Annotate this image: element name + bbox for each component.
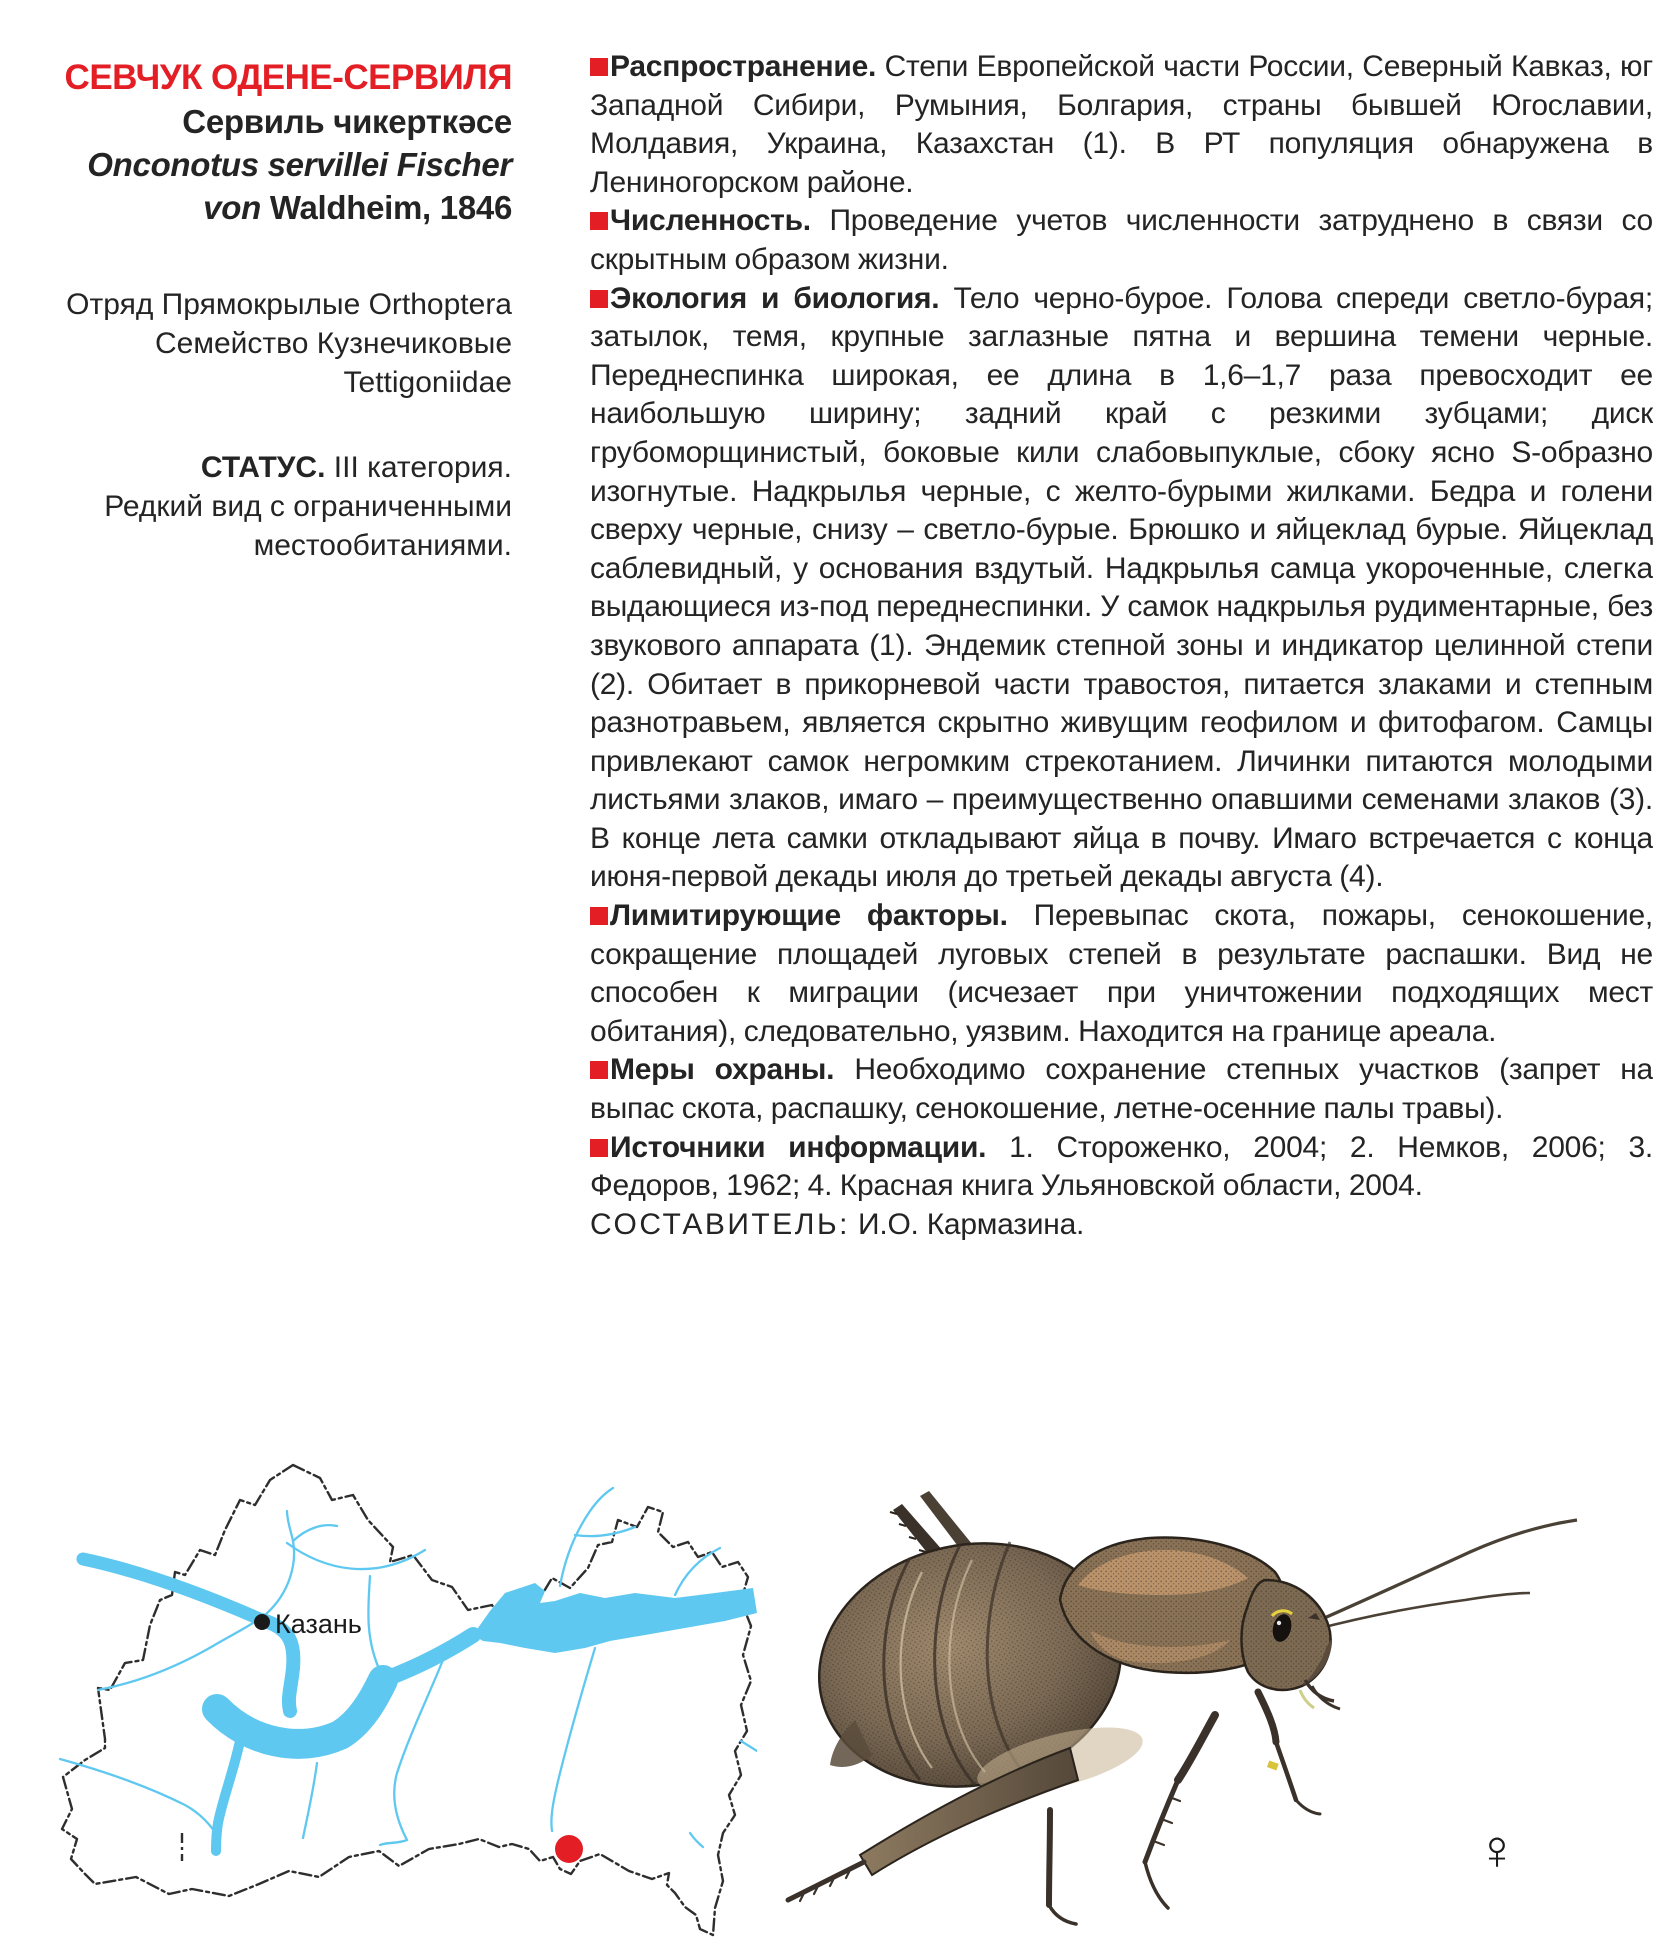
tatarstan-outline (62, 1465, 751, 1935)
kazan-label: Казань (275, 1609, 362, 1639)
species-name-latin: Onconotus servillei Fischer (87, 146, 512, 183)
taxonomy-family-ru: Семейство Кузнечиковые (155, 327, 512, 360)
status-line-1 (60, 448, 512, 487)
compiler-name: И.О. Кармазина. (849, 1207, 1085, 1241)
section-ecology-biology (590, 280, 1653, 898)
status-line-2: Редкий вид с ограниченными (104, 490, 512, 523)
section-text: Необходимо сохранение степных участков (запрет на выпас скота, распашку, сенокошение, летне-осенние палы травы). (590, 1053, 1653, 1126)
status-line-3: местообитаниями. (253, 529, 512, 562)
section-bullet-icon (590, 212, 608, 230)
section-limiting-factors (590, 897, 1653, 1051)
section-bullet-icon (590, 290, 608, 308)
section-title: Меры охраны. (610, 1053, 835, 1087)
status-label: СТАТУС. (200, 451, 326, 484)
kazan-marker (254, 1614, 270, 1630)
species-header (60, 56, 512, 565)
compiler-line (590, 1206, 1653, 1245)
compiler-label: СОСТАВИТЕЛЬ: (590, 1207, 850, 1241)
record-location-marker (555, 1835, 583, 1863)
antennae (1313, 1520, 1577, 1630)
section-distribution (590, 48, 1653, 202)
section-title: Экология и биология. (610, 281, 940, 315)
species-title-russian: СЕВЧУК ОДЕНЕ-СЕРВИЛЯ (64, 58, 512, 97)
insect-illustration (760, 1480, 1590, 1930)
species-name-author (60, 186, 512, 229)
section-text: Проведение учетов численности затруднено в связи со скрытным образом жизни. (590, 204, 1653, 276)
female-symbol: ♀ (1476, 1818, 1518, 1881)
section-text: Перевыпас скота, пожары, сенокошение, сокращение площадей луговых степей в результате распашки. Вид не способен к миграции (исчезает при уничтожении подходящих мест обитания), следовательно, уязвим. Находится на границе ареала. (590, 899, 1653, 1048)
status-category: III категория. (325, 451, 512, 484)
species-name-tatar: Сервиль чикерткәсе (182, 103, 512, 140)
range-map (35, 1443, 757, 1943)
section-abundance (590, 202, 1653, 279)
section-bullet-icon (590, 907, 608, 925)
section-bullet-icon (590, 1061, 608, 1079)
section-bullet-icon (590, 58, 608, 76)
section-text: Тело черно-бурое. Голова спереди светло-бурая; затылок, темя, крупные заглазные пятна и вершина темени черные. Переднеспинка широкая, ее длина в 1,6–1,7 раза превосходит ее наибольшую ширину; задний край с резкими зубцами; диск грубоморщинистый, боковые кили слабовыпуклые, сбоку ясно S-образно изогнутые. Надкрылья черные, с желто-бурыми жилками. Бедра и голени сверху черные, снизу – светло-бурые. Брюшко и яйцеклад бурые. Яйцеклад саблевидный, у основания вздутый. Надкрылья самца укороченные, слегка выдающиеся из-под переднеспинки. У самок надкрылья рудиментарные, без звукового аппарата (1). Эндемик степной зоны и индикатор целинной степи (2). Обитает в прикорневой части травостоя, питается злаками и степным разнотравьем, является скрытно живущим геофилом и фитофагом. Самцы привлекают самок негромким стрекотанием. Личинки питаются молодыми листьями злаков, имаго – преимущественно опавшими семенами злаков (3). В конце лета самки откладывают яйца в почву. Имаго встречается с конца июня-первой декады июля до третьей декады августа (4). (590, 281, 1653, 894)
section-bullet-icon (590, 1139, 608, 1157)
section-protection-measures (590, 1051, 1653, 1128)
map-water (60, 1488, 757, 1851)
taxonomy-block (60, 285, 512, 402)
taxonomy-family-latin: Tettigoniidae (343, 366, 512, 399)
latin-author-rest: Waldheim, 1846 (260, 189, 512, 226)
section-text: Степи Европейской части России, Северный Кавказ, юг Западной Сибири, Румыния, Болгария, страны бывшей Югославии, Молдавия, Украина, Казахстан (1). В РТ популяция обнаружена в Лениногорском районе. (590, 50, 1653, 199)
kama-bay (473, 1583, 757, 1653)
section-title: Источники информации. (610, 1130, 987, 1164)
taxonomy-order: Отряд Прямокрылые Orthoptera (66, 288, 512, 321)
section-title: Распространение. (610, 50, 877, 83)
section-information-sources (590, 1129, 1653, 1206)
latin-author-prefix: von (203, 189, 261, 226)
species-article (590, 48, 1653, 1244)
section-title: Численность. (610, 204, 811, 238)
status-block (60, 448, 512, 565)
section-text: 1. Стороженко, 2004; 2. Немков, 2006; 3. Федоров, 1962; 4. Красная книга Ульяновской области, 2004. (590, 1130, 1653, 1203)
section-title: Лимитирующие факторы. (610, 899, 1008, 933)
